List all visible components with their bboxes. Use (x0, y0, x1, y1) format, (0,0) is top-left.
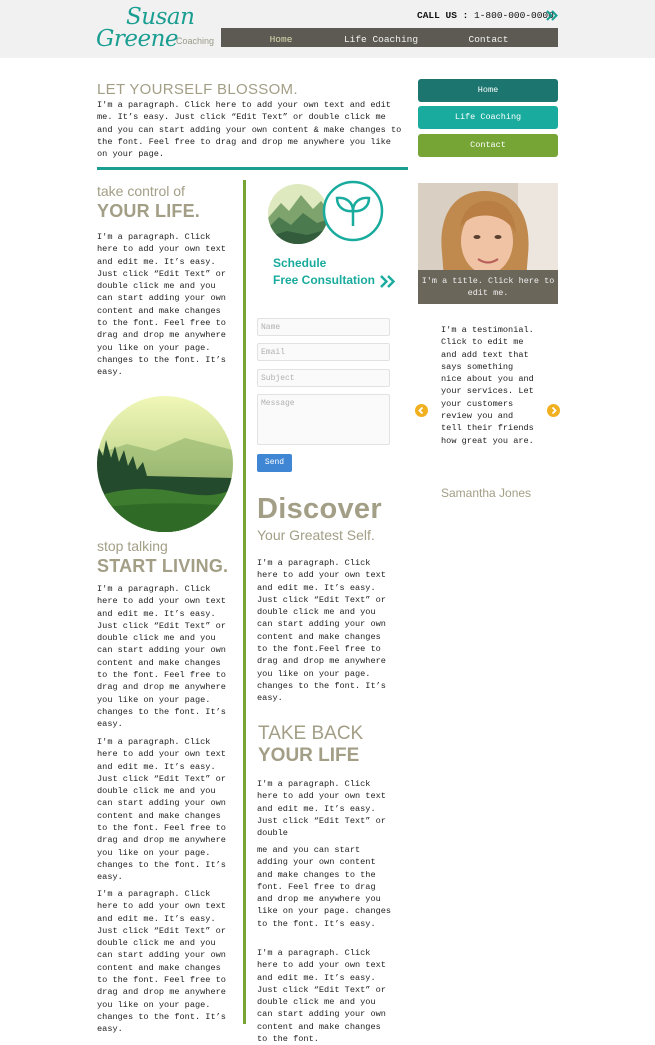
takeback-line2: YOUR LIFE (258, 745, 360, 766)
discover-paragraph: I'm a paragraph. Click here to add your own text and edit me. It’s easy. Just click “Edit Text” or double click me and you can start adding your own content and make changes to the font.Feel free to drag and drop me anywhere you like on your page. changes to the font. It’s easy. (257, 558, 386, 704)
takeback-paragraph-3: I'm a paragraph. Click here to add your own text and edit me. It’s easy. Just click “Edit Text” or double click me and you can start adding your own content and make changes to the font. (257, 948, 386, 1045)
section1-paragraph: I'm a paragraph. Click here to add your own text and edit me. It’s easy. Just click “Edit Text” or double click me and you can start adding your own content and make changes to the font. Feel free to drag and drop me anywhere you like on your page. changes to the font. It’s easy. (97, 232, 226, 378)
double-chevron-right-icon (547, 10, 559, 21)
call-us-label: CALL US : (417, 10, 469, 21)
top-nav-contact[interactable]: Contact (468, 34, 509, 45)
phone-number[interactable]: 1-800-000-0000 (474, 10, 554, 21)
section2-subtitle: stop talking (97, 538, 168, 554)
side-nav-life-coaching[interactable]: Life Coaching (418, 106, 558, 129)
side-nav-contact[interactable]: Contact (418, 134, 558, 157)
side-nav-home[interactable]: Home (418, 79, 558, 102)
testimonial-next-button[interactable] (547, 404, 560, 417)
message-textarea[interactable]: Message (257, 394, 390, 445)
logo-line2: Greene (96, 26, 179, 52)
column-divider (243, 180, 246, 1024)
subject-input[interactable]: Subject (257, 369, 390, 387)
top-nav-life-coaching[interactable]: Life Coaching (343, 34, 419, 45)
photo-caption: I'm a title. Click here to edit me. (418, 270, 558, 304)
takeback-paragraph-1: I'm a paragraph. Click here to add your own text and edit me. It’s easy. Just click “Edit Text” or double (257, 779, 386, 839)
schedule-line2: Free Consultation (273, 273, 376, 287)
section2-paragraph-2: I'm a paragraph. Click here to add your own text and edit me. It’s easy. Just click “Edit Text” or double click me and you can start adding your own content and make changes to the font. Feel free to drag and drop me anywhere you like on your page. changes to the font. It’s easy. (97, 737, 226, 883)
email-input[interactable]: Email (257, 343, 390, 361)
discover-subtitle: Your Greatest Self. (257, 527, 375, 543)
testimonial-prev-button[interactable] (415, 404, 428, 417)
double-chevron-right-icon (380, 275, 396, 288)
coach-photo-card[interactable] (418, 183, 558, 304)
discover-title: Discover (257, 493, 382, 525)
testimonial-text: I'm a testimonial. Click to edit me and add text that says something nice about you and your services. Let your customers review you and tell their friends how great you are. (441, 325, 534, 446)
hero-title: LET YOURSELF BLOSSOM. (97, 81, 298, 98)
hero-divider (97, 167, 408, 170)
section1-title: YOUR LIFE. (97, 201, 201, 221)
send-button[interactable]: Send (257, 454, 292, 472)
section2-paragraph-3: I'm a paragraph. Click here to add your own text and edit me. It’s easy. Just click “Edit Text” or double click me and you can start adding your own content and make changes to the font. Feel free to drag and drop me anywhere you like on your page. changes to the font. It’s easy. (97, 889, 226, 1035)
section2-title: START LIVING. (97, 556, 229, 576)
call-us (417, 10, 554, 21)
sprout-icon (322, 180, 384, 242)
site-header (0, 0, 655, 58)
chevron-right-icon (547, 404, 560, 417)
schedule-consultation-link[interactable] (273, 255, 375, 289)
testimonial-author: Samantha Jones (441, 486, 532, 500)
takeback-paragraph-2: me and you can start adding your own content and make changes to the font. Feel free to drag and drop me anywhere you like on your page. changes to the font. It’s easy. (257, 845, 392, 929)
takeback-line1: TAKE BACK (258, 723, 364, 744)
name-input[interactable]: Name (257, 318, 390, 336)
mountain-image (267, 183, 329, 245)
logo-tagline: Coaching (176, 36, 215, 46)
chevron-left-icon (415, 404, 428, 417)
top-nav (221, 28, 558, 47)
schedule-line1: Schedule (273, 256, 327, 270)
logo-line1: Susan (126, 4, 195, 30)
forest-landscape-image (97, 396, 233, 532)
top-nav-home[interactable]: Home (269, 34, 293, 45)
site-logo[interactable] (96, 4, 221, 56)
section2-paragraph-1: I'm a paragraph. Click here to add your own text and edit me. It’s easy. Just click “Edit Text” or double click me and you can start adding your own content and make changes to the font. Feel free to drag and drop me anywhere you like on your page. changes to the font. It’s easy. (97, 584, 226, 730)
hero-paragraph: I'm a paragraph. Click here to add your own text and edit me. It’s easy. Just click “Edit Text” or double click me and you can start adding your own content & make changes to the font. Feel free to drag and drop me anywhere you like on your page. (97, 100, 402, 160)
section1-subtitle: take control of (97, 183, 185, 199)
